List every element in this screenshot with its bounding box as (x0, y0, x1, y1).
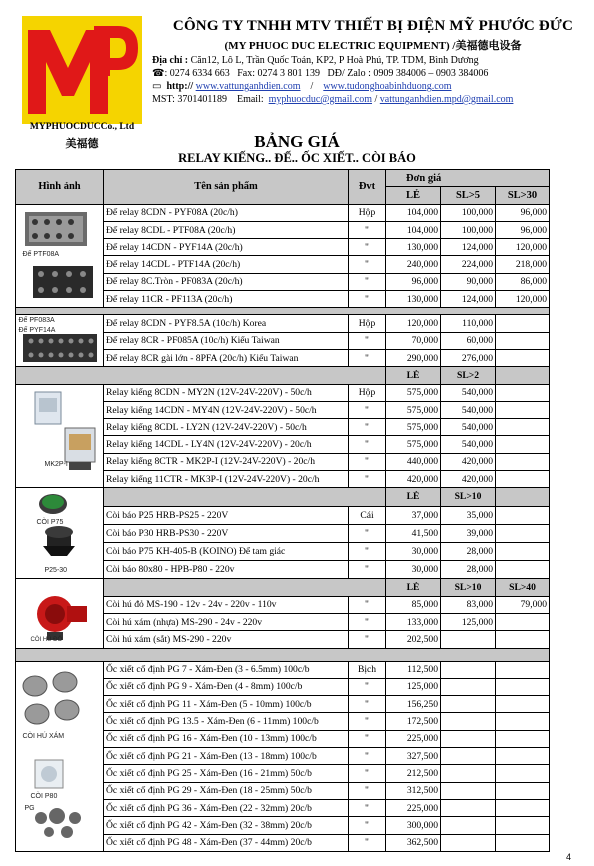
product-name: Còi hú xám (nhựa) MS-290 - 24v - 220v (104, 613, 349, 630)
product-name: Còi báo P75 KH-405-B (KOINO) Để tam giác (104, 542, 349, 560)
price-le: 575,000 (386, 384, 441, 401)
website-link-1[interactable]: www.vattunganhdien.com (195, 81, 301, 92)
unit: " (349, 332, 386, 349)
product-name: Còi báo P30 HRB-PS30 - 220V (104, 524, 349, 542)
price-sl30 (496, 561, 550, 579)
unit: " (349, 471, 386, 488)
price-le: 30,000 (386, 561, 441, 579)
unit: " (349, 765, 386, 782)
unit: " (349, 239, 386, 256)
col-image-header: Hình ảnh (16, 170, 104, 205)
buzzer-images-cell (16, 488, 104, 579)
product-name: Ốc xiết cố định PG 48 - Xám-Đen (37 - 44mm) 20c/b (104, 834, 349, 851)
price-le: 120,000 (386, 315, 441, 332)
web-line (152, 81, 594, 92)
table-row (16, 661, 550, 678)
col-sl30-header: SL>30 (496, 187, 550, 204)
price-le: 37,000 (386, 506, 441, 524)
unit: " (349, 401, 386, 418)
product-name: Đế relay 14CDN - PYF14A (20c/h) (104, 239, 349, 256)
price-sl30 (496, 453, 550, 470)
price-sl30 (496, 506, 550, 524)
address-line (152, 55, 594, 66)
unit: Bịch (349, 661, 386, 678)
product-name: Relay kiếng 14CDN - MY4N (12V-24V-220V) - 50c/h (104, 401, 349, 418)
price-sl30: 96,000 (496, 204, 550, 221)
section-header-row (16, 579, 550, 596)
section-separator (16, 308, 550, 315)
price-sl30 (496, 384, 550, 401)
unit: " (349, 561, 386, 579)
price-le: 104,000 (386, 221, 441, 238)
price-le: 312,500 (386, 782, 441, 799)
unit: Hộp (349, 315, 386, 332)
product-name: Relay kiếng 8CTR - MK2P-I (12V-24V-220V) - 20c/h (104, 453, 349, 470)
product-name: Relay kiếng 14CDL - LY4N (12V-24V-220V) - 20c/h (104, 436, 349, 453)
caption-p25-30: P25-30 (44, 567, 68, 575)
price-le: 104,000 (386, 204, 441, 221)
price-le: 240,000 (386, 256, 441, 273)
relay-images-cell (16, 384, 104, 488)
phone: 0274 6334 663 (169, 68, 230, 79)
price-le: 96,000 (386, 273, 441, 290)
col-unit-header: Đvt (349, 170, 386, 205)
price-sl30: 120,000 (496, 239, 550, 256)
price-table (15, 169, 550, 852)
product-name: Đế relay 8CR - PF085A (10c/h) Kiểu Taiwan (104, 332, 349, 349)
product-name: Ốc xiết cố định PG 29 - Xám-Đen (18 - 25mm) 50c/b (104, 782, 349, 799)
price-sl5: 420,000 (441, 453, 496, 470)
product-name: Đế relay 8CR gài lớn - 8PFA (20c/h) Kiểu Taiwan (104, 349, 349, 366)
price-sl30: 79,000 (496, 596, 550, 613)
product-name: Ốc xiết cố định PG 9 - Xám-Đen (4 - 8mm) 100c/b (104, 678, 349, 695)
unit: " (349, 782, 386, 799)
product-name: Đế relay 8CDL - PTF08A (20c/h) (104, 221, 349, 238)
product-name: Đế relay 11CR - PF113A (20c/h) (104, 291, 349, 308)
unit: " (349, 748, 386, 765)
unit: " (349, 799, 386, 816)
caption-coi-p80: CÒI P80 (30, 793, 58, 801)
price-sl5: 124,000 (441, 291, 496, 308)
section-separator (16, 648, 550, 661)
col-sl5-header: SL>5 (441, 187, 496, 204)
product-name: Đế relay 14CDL - PTF14A (20c/h) (104, 256, 349, 273)
product-name: Ốc xiết cố định PG 36 - Xám-Đen (22 - 32mm) 20c/b (104, 799, 349, 816)
tax-code: MST: 3701401189 (152, 94, 227, 105)
page-title: BẢNG GIÁ (254, 132, 340, 151)
caption-ptf08a: Đế PTF08A (22, 250, 60, 258)
unit: " (349, 524, 386, 542)
product-name: Đế relay 8C.Tròn - PF083A (20c/h) (104, 273, 349, 290)
socket-images-cell (16, 204, 104, 308)
col-price-header: Đơn giá (386, 170, 550, 187)
logo-company-short: MYPHUOCDUCCo., Ltd (29, 122, 135, 132)
price-le: 41,500 (386, 524, 441, 542)
price-sl30 (496, 436, 550, 453)
price-le: 130,000 (386, 239, 441, 256)
socket-images-cell-2 (16, 315, 104, 367)
price-sl5: 224,000 (441, 256, 496, 273)
section4-sl1: SL>10 (441, 579, 496, 596)
fax: Fax: 0274 3 801 139 (237, 68, 321, 79)
price-sl5: 28,000 (441, 561, 496, 579)
price-sl5: 540,000 (441, 401, 496, 418)
price-sl5: 125,000 (441, 613, 496, 630)
table-header-row (16, 170, 550, 187)
unit: " (349, 419, 386, 436)
price-le: 85,000 (386, 596, 441, 613)
price-sl30 (496, 419, 550, 436)
price-le: 130,000 (386, 291, 441, 308)
section2-sl: SL>2 (441, 367, 496, 384)
price-le: 362,500 (386, 834, 441, 851)
product-name: Ốc xiết cố định PG 42 - Xám-Đen (32 - 38mm) 20c/b (104, 817, 349, 834)
product-name: Ốc xiết cố định PG 16 - Xám-Đen (10 - 13mm) 100c/b (104, 730, 349, 747)
address: Căn12, Lô L, Trần Quốc Toản, KP2, P Hoà Phú, TP. TDM, Bình Dương (190, 55, 479, 66)
caption-coi-hu-xam: CÒI HÚ XÁM (22, 733, 65, 741)
price-le: 70,000 (386, 332, 441, 349)
website-link-2[interactable]: www.tudonghoabinhduong.com (323, 81, 452, 92)
price-sl30 (496, 542, 550, 560)
price-sl30 (496, 349, 550, 366)
unit: " (349, 256, 386, 273)
price-le: 327,500 (386, 748, 441, 765)
web-label: http:// (166, 81, 194, 92)
product-name: Relay kiếng 11CTR - MK3P-I (12V-24V-220V) - 20c/h (104, 471, 349, 488)
logo-chinese-name: 美福德 (65, 138, 99, 150)
price-le: 133,000 (386, 613, 441, 630)
unit: " (349, 436, 386, 453)
company-header (152, 18, 594, 105)
price-sl30 (496, 315, 550, 332)
price-sl30 (496, 471, 550, 488)
price-sl5: 540,000 (441, 436, 496, 453)
unit: " (349, 613, 386, 630)
section-header-row (16, 488, 550, 506)
price-sl30: 218,000 (496, 256, 550, 273)
price-le: 290,000 (386, 349, 441, 366)
siren-images-cell (16, 579, 104, 648)
caption-coi-p75: CÒI P75 (36, 519, 64, 527)
unit: Cái (349, 506, 386, 524)
unit: " (349, 349, 386, 366)
product-name: Đế relay 8CDN - PYF08A (20c/h) (104, 204, 349, 221)
product-name: Ốc xiết cố định PG 11 - Xám-Đen (5 - 10mm) 100c/b (104, 696, 349, 713)
price-sl30: 86,000 (496, 273, 550, 290)
product-name: Còi hú đỏ MS-190 - 12v - 24v - 220v - 110v (104, 596, 349, 613)
price-sl5: 540,000 (441, 384, 496, 401)
table-row (16, 315, 550, 332)
price-sl30 (496, 332, 550, 349)
unit: " (349, 453, 386, 470)
company-name: CÔNG TY TNHH MTV THIẾT BỊ ĐIỆN MỸ PHƯỚC ĐỨC (172, 18, 574, 34)
web-separator: / (310, 81, 314, 92)
caption-pyf14a: Đế PYF14A (18, 326, 56, 334)
table-row (16, 384, 550, 401)
unit: Hộp (349, 204, 386, 221)
price-le: 212,500 (386, 765, 441, 782)
price-sl30 (496, 631, 550, 648)
product-name: Relay kiếng 8CDN - MY2N (12V-24V-220V) - 50c/h (104, 384, 349, 401)
company-logo (22, 16, 142, 124)
caption-mk2p: MK2P-I (44, 460, 68, 468)
email-link-2[interactable]: vattunganhdien.mpd@gmail.com (379, 94, 514, 105)
price-le: 225,000 (386, 730, 441, 747)
section-header-row (16, 367, 550, 384)
section4-le: LẺ (386, 579, 441, 596)
price-sl30: 120,000 (496, 291, 550, 308)
product-name: Còi hú xám (sắt) MS-290 - 220v (104, 631, 349, 648)
price-le: 300,000 (386, 817, 441, 834)
product-name: Ốc xiết cố định PG 7 - Xám-Đen (3 - 6.5mm) 100c/b (104, 661, 349, 678)
price-le: 225,000 (386, 799, 441, 816)
product-name: Ốc xiết cố định PG 25 - Xám-Đen (16 - 21mm) 50c/b (104, 765, 349, 782)
unit: " (349, 273, 386, 290)
section4-sl2: SL>40 (496, 579, 550, 596)
price-sl5: 60,000 (441, 332, 496, 349)
caption-pg: PG (24, 805, 35, 813)
price-sl5: 540,000 (441, 419, 496, 436)
unit: " (349, 221, 386, 238)
section2-le: LẺ (386, 367, 441, 384)
price-le: 125,000 (386, 678, 441, 695)
price-sl5: 276,000 (441, 349, 496, 366)
tax-email-line (152, 94, 594, 105)
grey-siren-and-gland-image (17, 668, 103, 844)
price-sl30: 96,000 (496, 221, 550, 238)
unit: " (349, 713, 386, 730)
table-row (16, 204, 550, 221)
email-label: Email: (236, 94, 264, 105)
unit: " (349, 834, 386, 851)
price-le: 30,000 (386, 542, 441, 560)
price-le: 112,500 (386, 661, 441, 678)
product-name: Ốc xiết cố định PG 13.5 - Xám-Đen (6 - 11mm) 100c/b (104, 713, 349, 730)
price-sl5: 110,000 (441, 315, 496, 332)
price-sl5: 28,000 (441, 542, 496, 560)
price-sl5: 124,000 (441, 239, 496, 256)
mobile: DĐ/ Zalo : 0909 384006 – 0903 384006 (327, 68, 489, 79)
product-name: Đế relay 8CDN - PYF8.5A (10c/h) Korea (104, 315, 349, 332)
price-sl30 (496, 524, 550, 542)
cable-gland-images-cell (16, 661, 104, 851)
section3-le: LẺ (386, 488, 441, 506)
page-subtitle: RELAY KIẾNG.. ĐẾ.. ỐC XIẾT.. CÒI BÁO (178, 151, 416, 165)
price-le: 420,000 (386, 471, 441, 488)
price-sl30 (496, 613, 550, 630)
product-name: Ốc xiết cố định PG 21 - Xám-Đen (13 - 18mm) 100c/b (104, 748, 349, 765)
unit: " (349, 596, 386, 613)
price-sl30 (496, 401, 550, 418)
unit: " (349, 730, 386, 747)
email-separator: / (374, 94, 378, 105)
email-link-1[interactable]: myphuocduc@gmail.com (268, 94, 373, 105)
unit: " (349, 696, 386, 713)
unit: " (349, 678, 386, 695)
price-le: 575,000 (386, 401, 441, 418)
monitor-icon: ▭ (152, 81, 162, 92)
col-le-header: LẺ (386, 187, 441, 204)
page-number: 4 (566, 852, 572, 862)
price-le: 156,250 (386, 696, 441, 713)
price-le: 202,500 (386, 631, 441, 648)
product-name: Relay kiếng 8CDL - LY2N (12V-24V-220V) - 50c/h (104, 419, 349, 436)
unit: " (349, 817, 386, 834)
phone-icon: ☎: (152, 68, 168, 79)
price-sl5: 35,000 (441, 506, 496, 524)
unit: " (349, 542, 386, 560)
price-sl5 (441, 631, 496, 648)
price-le: 172,500 (386, 713, 441, 730)
product-name: Còi báo 80x80 - HPB-P80 - 220v (104, 561, 349, 579)
price-le: 440,000 (386, 453, 441, 470)
unit: " (349, 631, 386, 648)
col-product-header: Tên sản phẩm (104, 170, 349, 205)
price-sl5: 83,000 (441, 596, 496, 613)
unit: Hộp (349, 384, 386, 401)
price-sl5: 420,000 (441, 471, 496, 488)
company-english-name: (MY PHUOC DUC ELECTRIC EQUIPMENT) /美福德电设备 (224, 40, 522, 52)
price-le: 575,000 (386, 436, 441, 453)
price-sl5: 39,000 (441, 524, 496, 542)
caption-pf083a: Đế PF083A (18, 316, 55, 324)
price-le: 575,000 (386, 419, 441, 436)
price-sl5: 100,000 (441, 221, 496, 238)
section3-sl: SL>10 (441, 488, 496, 506)
price-sl5: 100,000 (441, 204, 496, 221)
phone-line (152, 68, 594, 79)
price-sl5: 90,000 (441, 273, 496, 290)
caption-coi-hu-do: CÒI HÚ ĐỎ (30, 637, 63, 644)
unit: " (349, 291, 386, 308)
product-name: Còi báo P25 HRB-PS25 - 220V (104, 506, 349, 524)
address-label: Địa chỉ : (152, 55, 189, 66)
